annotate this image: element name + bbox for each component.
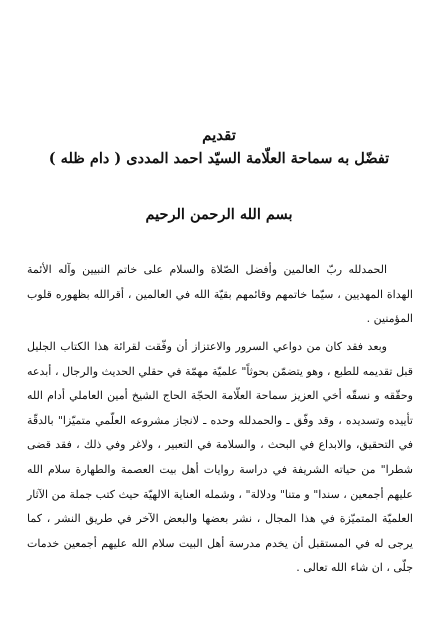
- basmala: بسم الله الرحمن الرحيم: [145, 206, 293, 223]
- section-title: تقديم: [202, 126, 236, 144]
- paragraph-opening: الحمدلله ربّ العالمين وأفضل الصّلاة والسلام على خاتم النبيين وآله الأئمة الهداة المهديين ، سيّما خاتمهم وقائمهم بقيّة الله في العالمين ، أقرالله بظهوره قلوب المؤمنين .: [27, 263, 413, 326]
- section-subtitle: تفضّل به سماحة العلّامة السيّد احمد المددى ( دام ظله ): [48, 150, 390, 167]
- paragraph-body: وبعد فقد كان من دواعي السرور والاعتزاز أن وفّقت لقرائة هذا الكتاب الجليل قبل تقديمه للطبع ، وهو يتضمّن بحوثاً" علميّة مهمّة في حقلي الحديث والرجال ، أبدعه وحقّقه و نسقّه أخي العزيز سماحة العلّامة الحجّة الحاج الشيخ أمين العاملي أدام الله تأييده وتسديده ، وقد وفّق ـ والحمدلله وحده ـ لانجاز مشروعه العلّمي متميّزا" بالدقّة في التحقيق، والابداع في البحث ، والسلامة في التعبير ، ولاغر وفي ذلك ، فقد قضى شطرا" من حياته الشريفة في دراسة روايات أهل بيت العصمة والطهارة سلام الله عليهم أجمعين ، سندا" و متنا" ودلالة" ، وشمله العناية الالهيّة حيث كتب جملة من الآثار العلميّة المتميّزة في هذا المجال ، نشر بعضها والبعض الآخر في طريق النشر ، كما يرجى له في المستقبل أن يخدم مدرسة أهل البيت سلام الله عليهم أجمعين خدمات جلّى ، ان شاء الله تعالى .: [27, 340, 413, 575]
